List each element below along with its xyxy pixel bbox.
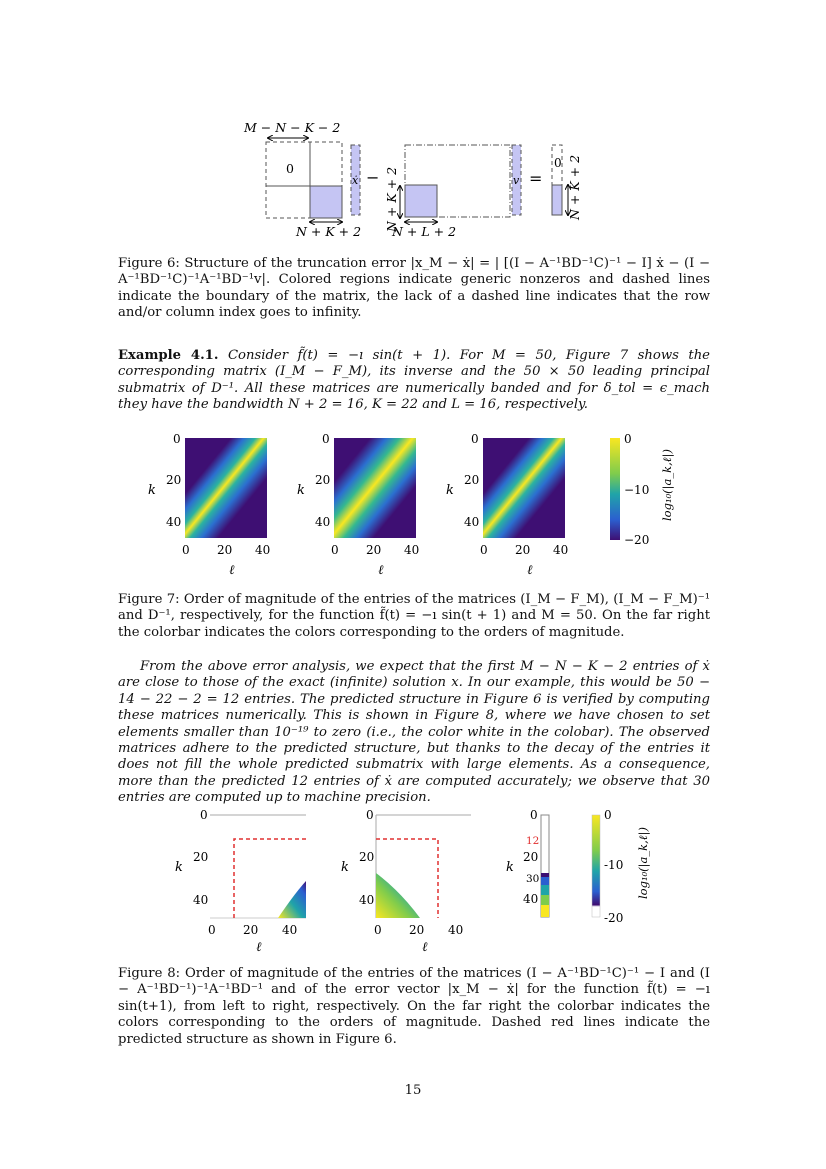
fig8-cbar-tick-10: -10 bbox=[604, 858, 624, 872]
fig8-ytick-1c: 40 bbox=[193, 893, 209, 907]
fig8-ytick-1a: 0 bbox=[200, 808, 208, 822]
fig8-ylabel-3: k bbox=[506, 860, 514, 875]
fig8-cbar-tick-20: -20 bbox=[604, 911, 624, 925]
fig7-ytick-1b: 20 bbox=[166, 473, 182, 487]
figure-7-caption: Figure 7: Order of magnitude of the entries of the matrices (I_M − F_M), (I_M − F_M)⁻¹ and D⁻¹, respectively, for the function f̃(t) = −ı sin(t + 1) and M = 50. On the far right the colorbar indicates the colors corresponding to the orders of magnitude. bbox=[118, 592, 710, 640]
fig8-ytick-2a: 0 bbox=[366, 808, 374, 822]
fig6-minus: − bbox=[366, 168, 380, 187]
fig8-xtick-1a: 0 bbox=[208, 923, 216, 937]
fig8-cbar-tick-0: 0 bbox=[604, 808, 612, 822]
figure-6-diagram bbox=[230, 112, 610, 242]
fig6-result-nonzero bbox=[552, 185, 562, 215]
fig6-vec-v-label: v bbox=[513, 174, 520, 187]
fig6-middle-nonzero-block bbox=[405, 185, 437, 217]
fig7-ylabel-2: k bbox=[297, 483, 305, 498]
fig8-colorbar bbox=[592, 808, 651, 925]
example-body: Consider f̃(t) = −ı sin(t + 1). For M = 50, Figure 7 shows the corresponding matrix (I_M − F_M), its inverse and the 50 × 50 leading principal submatrix of D⁻¹. All these matrices are numerically banded and for δ_tol = ϵ_mach they have the bandwidth N + 2 = 16, K = 22 and L = 16, respectively. bbox=[118, 348, 710, 413]
fig7-subplot-1 bbox=[148, 432, 270, 578]
fig7-subplot-3 bbox=[446, 432, 568, 578]
fig8-vec-tick-20: 20 bbox=[523, 850, 539, 864]
fig7-xtick-2a: 0 bbox=[331, 543, 339, 557]
fig7-xtick-2b: 20 bbox=[366, 543, 382, 557]
fig8-vec-tick-0: 0 bbox=[530, 808, 538, 822]
fig7-ytick-2a: 0 bbox=[322, 432, 330, 446]
fig8-xlabel-2: ℓ bbox=[422, 940, 428, 953]
fig8-vec-tick-30: 30 bbox=[526, 873, 540, 885]
fig6-top-dim-label: M − N − K − 2 bbox=[244, 120, 341, 135]
fig7-ylabel-3: k bbox=[446, 483, 454, 498]
fig8-xtick-2b: 20 bbox=[409, 923, 425, 937]
fig8-subplot-1 bbox=[175, 808, 306, 953]
fig8-ytick-2b: 20 bbox=[359, 850, 375, 864]
fig7-cbar-tick-20: −20 bbox=[624, 533, 650, 547]
fig7-cbar-tick-10: −10 bbox=[624, 483, 650, 497]
figure-7 bbox=[140, 428, 700, 580]
fig8-vec-tick-12: 12 bbox=[526, 835, 540, 847]
fig6-vert-dim-2: N + K + 2 bbox=[567, 154, 582, 220]
fig7-cbar-tick-0: 0 bbox=[624, 432, 632, 446]
fig6-bottom-dim-1: N + K + 2 bbox=[296, 224, 362, 239]
fig7-subplot-2 bbox=[297, 432, 419, 578]
example-4-1 bbox=[118, 348, 710, 414]
fig7-ytick-3c: 40 bbox=[464, 515, 480, 529]
fig8-xtick-1c: 40 bbox=[282, 923, 298, 937]
fig7-xtick-1a: 0 bbox=[182, 543, 190, 557]
fig8-xtick-2a: 0 bbox=[374, 923, 382, 937]
fig7-xtick-3a: 0 bbox=[480, 543, 488, 557]
fig6-zero-right: 0 bbox=[554, 156, 562, 170]
fig8-ytick-2c: 40 bbox=[359, 893, 375, 907]
fig7-ytick-3b: 20 bbox=[464, 473, 480, 487]
fig7-xtick-1c: 40 bbox=[255, 543, 271, 557]
page-number: 15 bbox=[404, 1083, 422, 1098]
figure-6-caption: Figure 6: Structure of the truncation error |x_M − ẋ| = | [(I − A⁻¹BD⁻¹C)⁻¹ − I] ẋ − (I − A⁻¹BD⁻¹C)⁻¹A⁻¹BD⁻¹v|. Colored regions indicate generic nonzeros and dashed lines indicate the boundary of the matrix, the lack of a dashed line indicates that the row and/or column index goes to infinity. bbox=[118, 256, 710, 321]
fig7-ytick-1c: 40 bbox=[166, 515, 182, 529]
fig8-ylabel-2: k bbox=[341, 860, 349, 875]
fig7-ytick-1a: 0 bbox=[173, 432, 181, 446]
fig7-xlabel-2: ℓ bbox=[378, 563, 384, 578]
fig8-ytick-1b: 20 bbox=[193, 850, 209, 864]
fig7-xlabel-3: ℓ bbox=[527, 563, 533, 578]
fig7-xtick-2c: 40 bbox=[404, 543, 420, 557]
fig8-subplot-2 bbox=[341, 808, 471, 953]
fig8-error-vector bbox=[506, 808, 549, 917]
fig6-bottom-dim-2: N + L + 2 bbox=[392, 224, 457, 239]
fig7-xlabel-1: ℓ bbox=[229, 563, 235, 578]
fig6-vert-dim-1: N + K + 2 bbox=[384, 166, 399, 232]
fig7-ytick-2c: 40 bbox=[315, 515, 331, 529]
fig6-left-nonzero-block bbox=[310, 186, 342, 218]
fig7-ylabel-1: k bbox=[148, 483, 156, 498]
fig7-colorbar bbox=[610, 432, 675, 547]
fig6-equals: = bbox=[529, 169, 543, 188]
fig7-ytick-3a: 0 bbox=[471, 432, 479, 446]
analysis-paragraph: From the above error analysis, we expect that the first M − N − K − 2 entries of ẋ are close to those of the exact (infinite) solution x. In our example, this would be 50 − 14 − 22 − 2 = 12 entries. The predicted structure in Figure 6 is verified by computing these matrices numerically. This is shown in Figure 8, where we have chosen to set elements smaller than 10⁻¹⁹ to zero (i.e., the color white in the colobar). The observed matrices adhere to the predicted structure, but thanks to the decay of the entries it does not fill the whole predicted submatrix with large elements. As a consequence, more than the predicted 12 entries of ẋ are computed accurately; we observe that 30 entries are computed up to machine precision. bbox=[118, 659, 710, 806]
fig8-xlabel-1: ℓ bbox=[256, 940, 262, 953]
fig8-xtick-2c: 40 bbox=[448, 923, 464, 937]
fig8-cbar-label: log₁₀(|a_k,ℓ|) bbox=[636, 827, 650, 899]
fig6-zero-left: 0 bbox=[286, 161, 294, 176]
figure-8 bbox=[170, 803, 670, 953]
fig8-ylabel-1: k bbox=[175, 860, 183, 875]
figure-8-caption: Figure 8: Order of magnitude of the entries of the matrices (I − A⁻¹BD⁻¹C)⁻¹ − I and (I − A⁻¹BD⁻¹)⁻¹A⁻¹BD⁻¹ and of the error vector |x_M − ẋ| for the function f̃(t) = −ı sin(t+1), from left to right, respectively. On the far right the colorbar indicates the colors corresponding to the orders of magnitude. Dashed red lines indicate the predicted structure as shown in Figure 6. bbox=[118, 966, 710, 1047]
fig7-xtick-3b: 20 bbox=[515, 543, 531, 557]
fig8-vec-tick-40: 40 bbox=[523, 892, 539, 906]
fig7-xtick-1b: 20 bbox=[217, 543, 233, 557]
fig7-xtick-3c: 40 bbox=[553, 543, 569, 557]
fig7-cbar-label: log₁₀(|a_k,ℓ|) bbox=[660, 449, 674, 521]
fig6-vec-x-label: ẋ bbox=[352, 174, 359, 187]
fig7-ytick-2b: 20 bbox=[315, 473, 331, 487]
fig8-xtick-1b: 20 bbox=[243, 923, 259, 937]
example-heading: Example 4.1. bbox=[118, 348, 219, 363]
